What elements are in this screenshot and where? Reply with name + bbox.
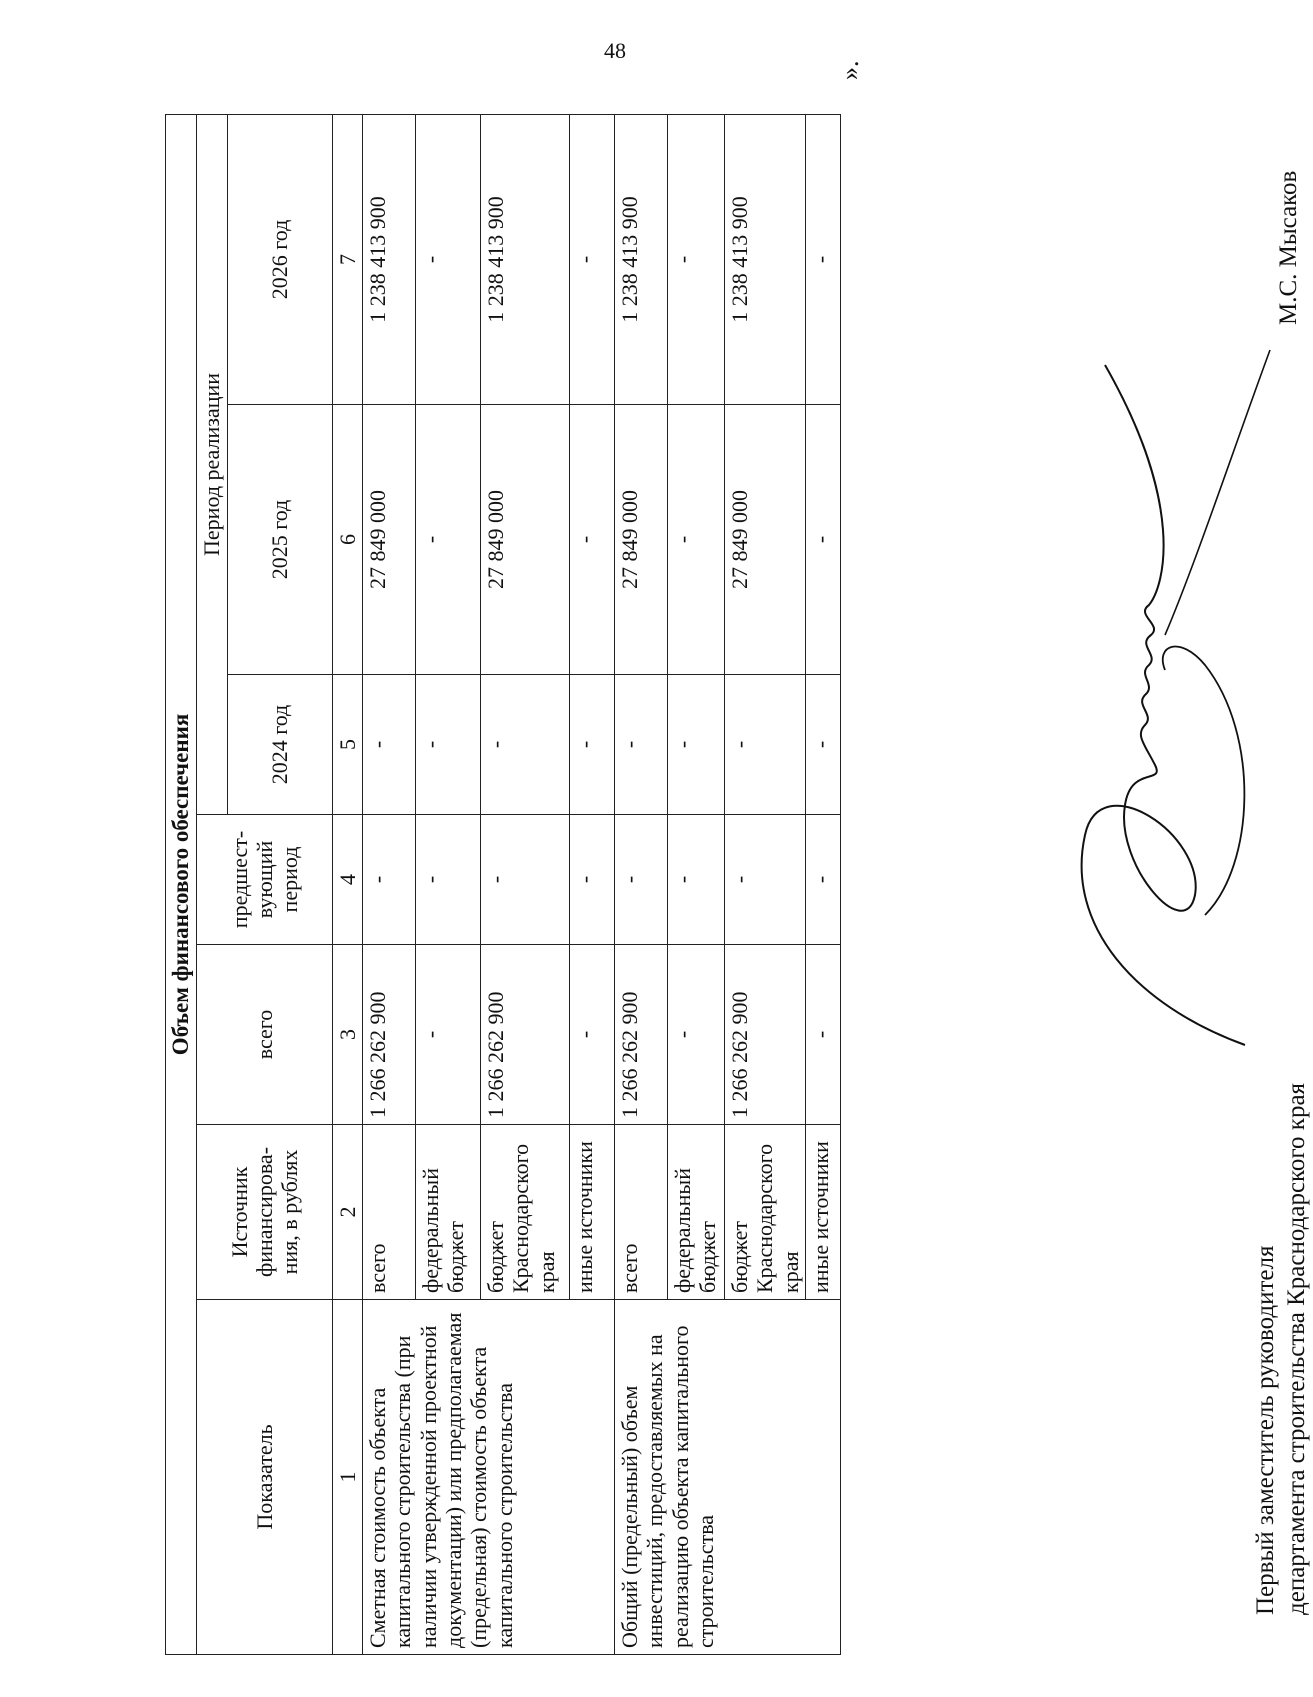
total-header: всего [197, 945, 332, 1125]
year-2026-cell: 1 238 413 900 [481, 114, 570, 404]
year-2025-cell: - [416, 405, 481, 675]
year-2026-cell: - [416, 114, 481, 404]
total-cell: - [668, 945, 725, 1125]
closing-quote: ». [835, 60, 864, 80]
year-2025-cell: - [668, 405, 725, 675]
signatory-title-line2: департамента строительства Краснодарского края [1283, 1082, 1311, 1615]
table-row [615, 114, 668, 1654]
year-2026-header: 2026 год [227, 114, 332, 404]
previous-cell: - [806, 815, 841, 945]
column-number-row [332, 114, 362, 1654]
year-2026-cell: - [806, 114, 841, 404]
source-cell: федеральный бюджет [416, 1125, 481, 1300]
column-number: 2 [332, 1125, 362, 1300]
total-cell: 1 266 262 900 [615, 945, 668, 1125]
signatory-name: М.С. Мысаков [1275, 170, 1302, 325]
period-header: Период реализации [197, 114, 227, 814]
source-cell: бюджет Краснодарского края [481, 1125, 570, 1300]
year-2025-cell: 27 849 000 [363, 405, 416, 675]
year-2026-cell: 1 238 413 900 [615, 114, 668, 404]
year-2025-header: 2025 год [227, 405, 332, 675]
previous-cell: - [570, 815, 615, 945]
column-number: 4 [332, 815, 362, 945]
previous-cell: - [615, 815, 668, 945]
year-2024-cell: - [416, 675, 481, 815]
column-number: 3 [332, 945, 362, 1125]
year-2026-cell: - [668, 114, 725, 404]
year-2025-cell: - [806, 405, 841, 675]
source-cell: всего [363, 1125, 416, 1300]
source-cell: иные источники [806, 1125, 841, 1300]
year-2024-cell: - [668, 675, 725, 815]
previous-cell: - [416, 815, 481, 945]
year-2024-cell: - [570, 675, 615, 815]
year-2025-cell: 27 849 000 [725, 405, 806, 675]
year-2024-cell: - [481, 675, 570, 815]
source-cell: иные источники [570, 1125, 615, 1300]
table-row [363, 114, 416, 1654]
column-number: 7 [332, 114, 362, 404]
signatory-title [1250, 715, 1313, 1615]
source-cell: бюджет Краснодарского края [725, 1125, 806, 1300]
year-2024-cell: - [725, 675, 806, 815]
total-cell: 1 266 262 900 [363, 945, 416, 1125]
year-2025-cell: - [570, 405, 615, 675]
total-cell: 1 266 262 900 [481, 945, 570, 1125]
previous-cell: - [725, 815, 806, 945]
indicator-cell: Сметная стоимость объекта капитального строительства (при наличии утвержденной проектной документации) или предполагаемая (предельная) стоимость объекта капитального строительства [363, 1300, 615, 1655]
column-number: 6 [332, 405, 362, 675]
previous-cell: - [363, 815, 416, 945]
rotated-content [165, 60, 1311, 1655]
handwritten-signature [1045, 345, 1275, 1065]
financing-table [165, 114, 841, 1655]
year-2026-cell: - [570, 114, 615, 404]
total-cell: - [570, 945, 615, 1125]
total-cell: 1 266 262 900 [725, 945, 806, 1125]
year-2025-cell: 27 849 000 [615, 405, 668, 675]
source-header: Источник финансирова-ния, в рублях [197, 1125, 332, 1300]
year-2024-cell: - [363, 675, 416, 815]
column-number: 1 [332, 1300, 362, 1655]
year-2026-cell: 1 238 413 900 [725, 114, 806, 404]
indicator-cell: Общий (предельный) объем инвестиций, предоставляемых на реализацию объекта капитального строительства [615, 1300, 841, 1655]
previous-cell: - [668, 815, 725, 945]
source-cell: федеральный бюджет [668, 1125, 725, 1300]
year-2024-header: 2024 год [227, 675, 332, 815]
indicator-header: Показатель [197, 1300, 332, 1655]
total-cell: - [806, 945, 841, 1125]
column-number: 5 [332, 675, 362, 815]
year-2024-cell: - [615, 675, 668, 815]
previous-period-header: предшест-вующий период [197, 815, 332, 945]
page-number: 48 [604, 38, 626, 63]
total-cell: - [416, 945, 481, 1125]
year-2024-cell: - [806, 675, 841, 815]
signatory-title-line1: Первый заместитель руководителя [1252, 1245, 1279, 1615]
previous-cell: - [481, 815, 570, 945]
table-main-header: Объем финансового обеспечения [166, 114, 197, 1654]
year-2025-cell: 27 849 000 [481, 405, 570, 675]
year-2026-cell: 1 238 413 900 [363, 114, 416, 404]
source-cell: всего [615, 1125, 668, 1300]
